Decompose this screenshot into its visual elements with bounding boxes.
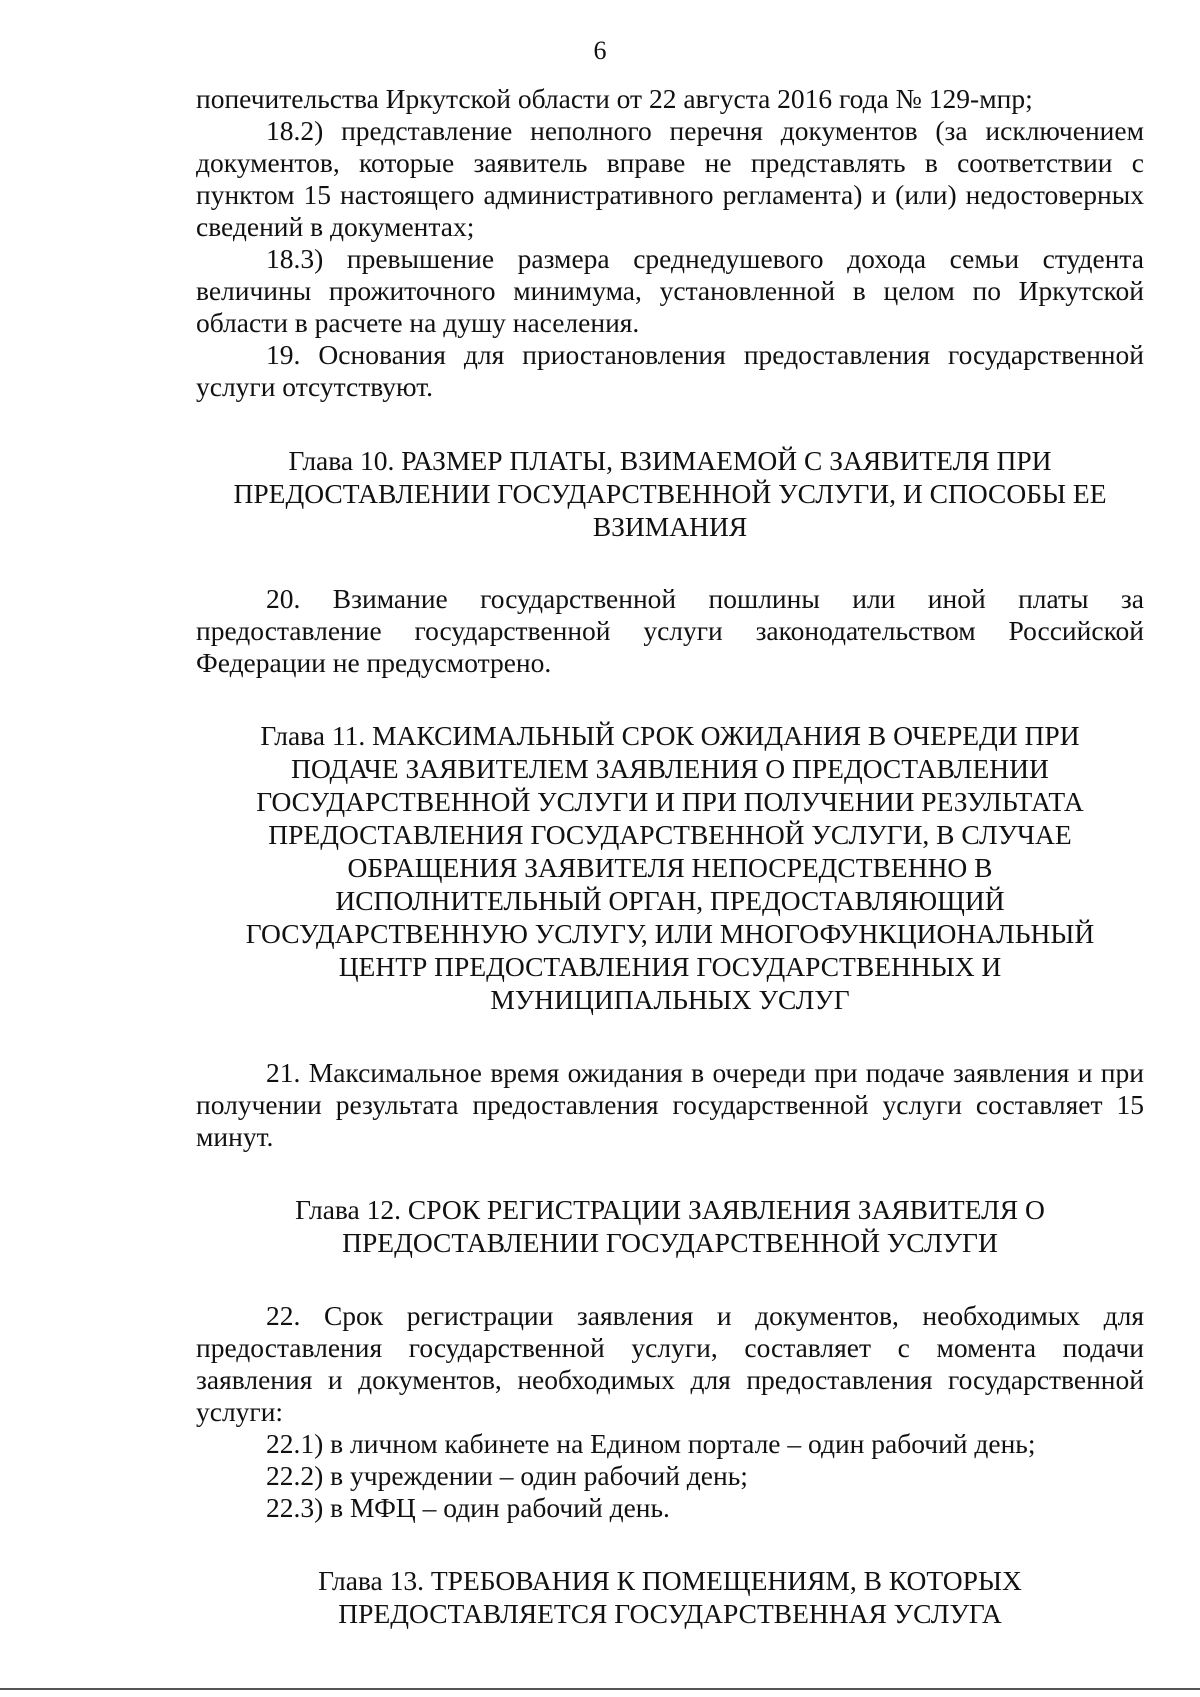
heading-line: ГОСУДАРСТВЕННОЙ УСЛУГИ И ПРИ ПОЛУЧЕНИИ РЕЗУЛЬТАТА [256,786,1084,817]
paragraph-22: 22. Срок регистрации заявления и документов, необходимых для предоставления государственной услуги, составляет с момента подачи заявления и документов, необходимых для предоставления государственной услуги: [196,1300,1144,1427]
heading-line: ГОСУДАРСТВЕННУЮ УСЛУГУ, ИЛИ МНОГОФУНКЦИОНАЛЬНЫЙ [245,918,1095,949]
list-item: 22.3) в МФЦ – один рабочий день. [266,1492,670,1523]
heading-line: ПРЕДОСТАВЛЕНИЯ ГОСУДАРСТВЕННОЙ УСЛУГИ, В СЛУЧАЕ [268,819,1072,850]
heading-line: Глава 13. ТРЕБОВАНИЯ К ПОМЕЩЕНИЯМ, В КОТОРЫХ [318,1565,1022,1596]
heading-line: Глава 11. МАКСИМАЛЬНЫЙ СРОК ОЖИДАНИЯ В ОЧЕРЕДИ ПРИ [260,720,1080,751]
heading-line: ВЗИМАНИЯ [592,511,748,542]
paragraph-18-2: 18.2) представление неполного перечня документов (за исключением документов, которые заявитель вправе не представлять в соответствии с пунктом 15 настоящего административного регламента) и (или) недостоверных сведений в документах; [196,115,1144,242]
paragraph-continuation: попечительства Иркутской области от 22 августа 2016 года № 129-мпр; [196,83,1033,114]
chapter-10-heading [196,444,1144,543]
paragraph-18-3: 18.3) превышение размера среднедушевого дохода семьи студента величины прожиточного минимума, установленной в целом по Иркутской области в расчете на душу населения. [196,243,1144,338]
heading-line: Глава 12. СРОК РЕГИСТРАЦИИ ЗАЯВЛЕНИЯ ЗАЯВИТЕЛЯ О [295,1194,1045,1225]
chapter-12-heading [196,1193,1144,1259]
heading-line: Глава 10. РАЗМЕР ПЛАТЫ, ВЗИМАЕМОЙ С ЗАЯВИТЕЛЯ ПРИ [288,445,1052,476]
heading-line: ОБРАЩЕНИЯ ЗАЯВИТЕЛЯ НЕПОСРЕДСТВЕННО В [347,852,993,883]
heading-line: ИСПОЛНИТЕЛЬНЫЙ ОРГАН, ПРЕДОСТАВЛЯЮЩИЙ [335,885,1005,916]
heading-line: ПРЕДОСТАВЛЕНИИ ГОСУДАРСТВЕННОЙ УСЛУГИ [342,1227,998,1258]
page-bottom-edge [0,1688,1200,1690]
heading-line: ЦЕНТР ПРЕДОСТАВЛЕНИЯ ГОСУДАРСТВЕННЫХ И [338,951,1002,982]
list-item: 22.2) в учреждении – один рабочий день; [266,1460,748,1491]
heading-line: ПРЕДОСТАВЛЕНИИ ГОСУДАРСТВЕННОЙ УСЛУГИ, И СПОСОБЫ ЕЕ [233,478,1107,509]
paragraph-20: 20. Взимание государственной пошлины или иной платы за предоставление государственной услуги законодательством Российской Федерации не предусмотрено. [196,583,1144,678]
list-item: 22.1) в личном кабинете на Едином портале – один рабочий день; [266,1428,1036,1459]
heading-line: ПОДАЧЕ ЗАЯВИТЕЛЕМ ЗАЯВЛЕНИЯ О ПРЕДОСТАВЛЕНИИ [291,753,1049,784]
page-number: 6 [593,36,607,65]
document-body [196,83,1144,1630]
paragraph-21: 21. Максимальное время ожидания в очереди при подаче заявления и при получении результата предоставления государственной услуги составляет 15 минут. [196,1057,1144,1152]
heading-line: ПРЕДОСТАВЛЯЕТСЯ ГОСУДАРСТВЕННАЯ УСЛУГА [338,1598,1002,1629]
chapter-13-heading [196,1564,1144,1630]
heading-line: МУНИЦИПАЛЬНЫХ УСЛУГ [490,984,850,1015]
chapter-11-heading [196,719,1144,1016]
paragraph-19: 19. Основания для приостановления предоставления государственной услуги отсутствуют. [196,339,1144,402]
